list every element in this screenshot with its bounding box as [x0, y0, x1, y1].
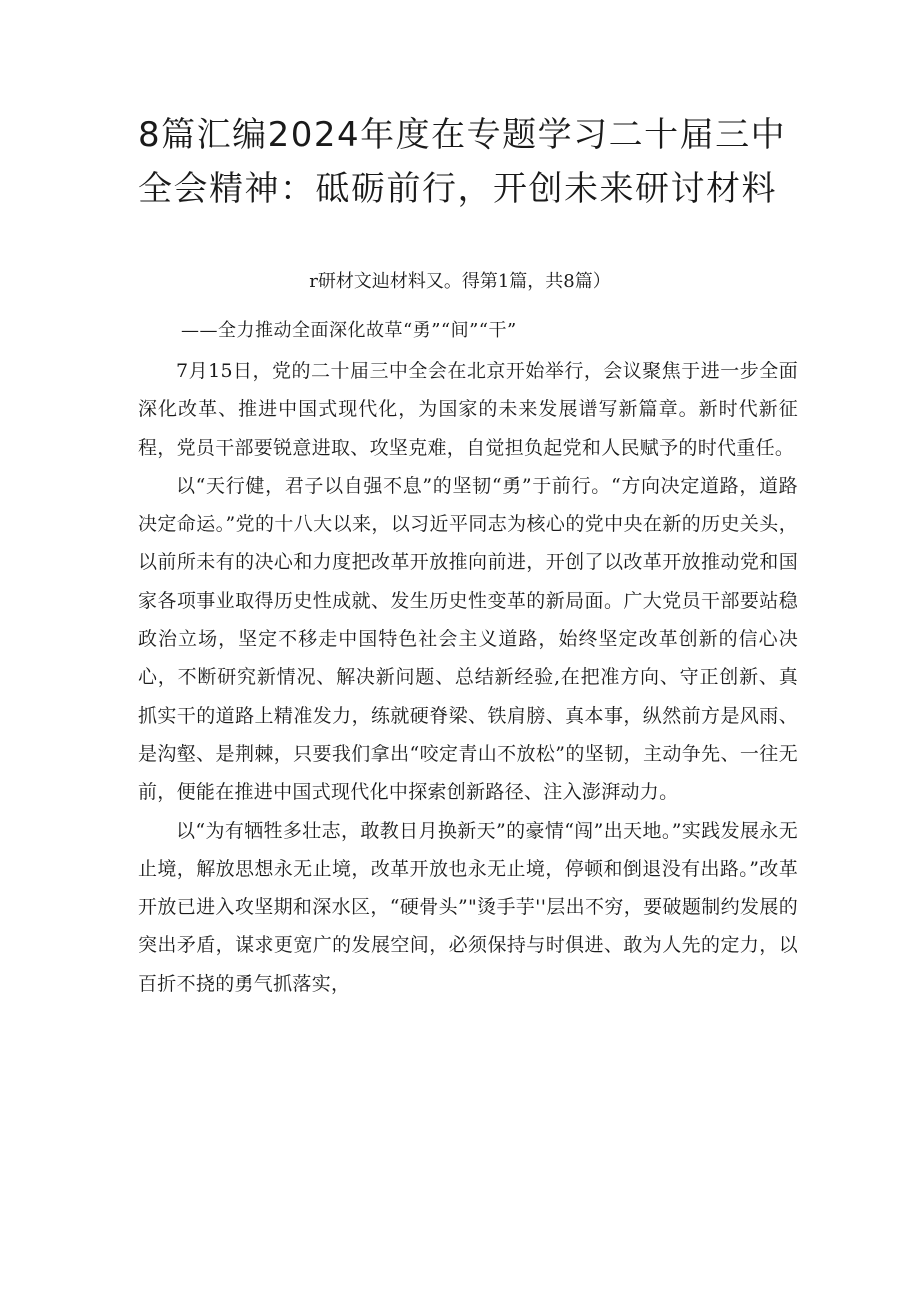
paragraph: 7月15日，党的二十届三中全会在北京开始举行，会议聚焦于进一步全面深化改革、推进中国式现代化，为国家的未来发展谱写新篇章。新时代新征程，党员干部要锐意进取、攻坚克难，自觉担负起党和人民赋予的时代重任。	[138, 360, 798, 459]
paragraph: 以“天行健，君子以自强不息”的坚韧“勇”于前行。“方向决定道路，道路决定命运。”党的十八大以来，以习近平同志为核心的党中央在新的历史关头，以前所未有的决心和力度把改革开放推向前进，开创了以改革开放推动党和国家各项事业取得历史性成就、发生历史性变革的新局面。广大党员干部要站稳政治立场，坚定不移走中国特色社会主义道路，始终坚定改革创新的信心决心，不断研究新情况、解决新问题、总结新经验,在把准方向、守正创新、真抓实干的道路上精准发力，练就硬脊梁、铁肩膀、真本事，纵然前方是风雨、是沟壑、是荆棘，只要我们拿出“咬定青山不放松”的坚韧，主动争先、一往无前，便能在推进中国式现代化中探索创新路径、注入澎湃动力。	[138, 474, 798, 804]
document-subtitle: r研材文辿材料又。得第1篇，共8篇）	[309, 271, 611, 292]
document-body	[138, 352, 798, 1003]
paragraph: 以“为有牺牲多壮志，敢教日月换新天”的豪情“闯”出天地。”实践发展永无止境，解放思想永无止境，改革开放也永无止境，停顿和倒退没有出路。”改革开放已进入攻坚期和深水区，“硬骨头”"烫手芋''层出不穷，要破题制约发展的突出矛盾，谋求更宽广的发展空间，必须保持与时俱进、敢为人先的定力，以百折不挠的勇气抓落实，	[138, 819, 798, 995]
document-title: 8篇汇编2024年度在专题学习二十届三中全会精神：砥砺前行，开创未来研讨材料	[138, 115, 787, 209]
section-heading: ——全力推动全面深化故草“勇”“间”“干”	[181, 320, 517, 341]
